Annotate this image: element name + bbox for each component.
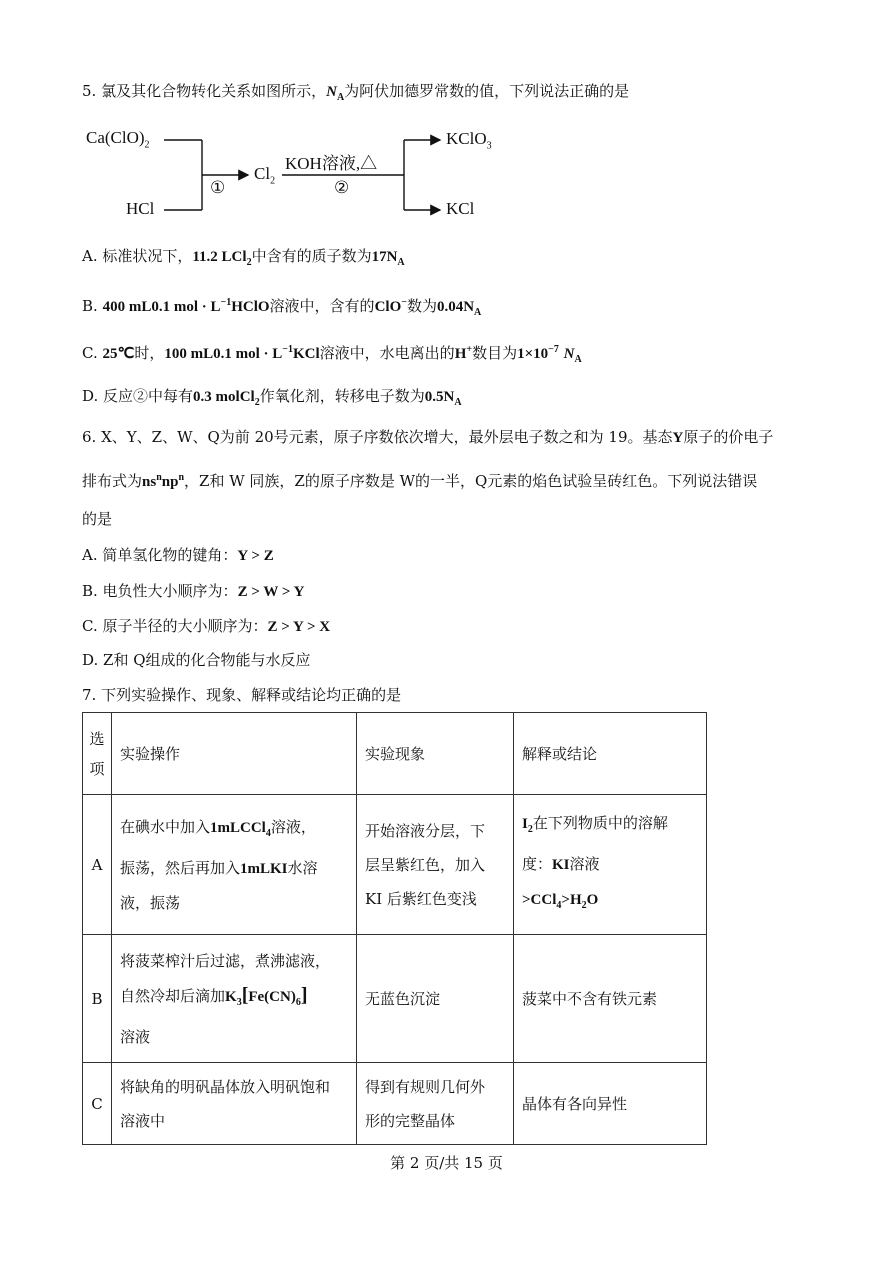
q5-option-a: A. 标准状况下，11.2 LCl$_2$中含有的质子数为$17N_A$ — [82, 247, 405, 268]
condition-label: KOH溶液,△ — [285, 154, 378, 173]
reactant-caclo2: $Ca(ClO)_2$ — [86, 128, 150, 151]
table-row-a — [83, 795, 707, 935]
row-a-option: A — [83, 795, 112, 935]
page-footer: 第 2 页/共 15 页 — [390, 1154, 503, 1172]
row-c-conclusion: 晶体有各向异性 — [514, 1063, 707, 1145]
middle-cl2: $Cl_2$ — [254, 164, 276, 187]
row-b-conclusion: 菠菜中不含有铁元素 — [514, 935, 707, 1063]
product-kcl: KCl — [446, 199, 475, 218]
q6-option-a: A. 简单氢化物的键角：Y > Z — [82, 546, 274, 564]
row-a-operation: 在碘水中加入1mLCCl$_4$溶液， 振荡，然后再加入1mLKI水溶 液，振荡 — [112, 795, 357, 935]
row-a-phenomenon: 开始溶液分层，下 层呈紫红色，加入 KI 后紫红色变浅 — [357, 795, 514, 935]
header-operation: 实验操作 — [112, 713, 357, 795]
q5-option-b: B. 400 mL0.1 mol · $L^{-1}HClO$溶液中，含有的ClO−数为$0.04N_A$ — [82, 297, 482, 318]
q6-stem-line2: 排布式为$ns^nnp^n$，Z和 W 同族，Z的原子序数是 W的一半，Q元素的焰色试验呈砖红色。下列说法错误 — [82, 472, 758, 490]
product-kclo3: KClO$_3$ — [446, 129, 492, 152]
q5-option-d: D. 反应②中每有0.3 molCl$_2$作氧化剂，转移电子数为$0.5N_A$ — [82, 387, 462, 408]
row-c-phenomenon: 得到有规则几何外 形的完整晶体 — [357, 1063, 514, 1145]
q7-stem: 7. 下列实验操作、现象、解释或结论均正确的是 — [82, 686, 402, 704]
q5-stem: 5. 氯及其化合物转化关系如图所示，$N_A$为阿伏加德罗常数的值，下列说法正确的是 — [82, 82, 630, 103]
q6-option-d: D. Z和 Q组成的化合物能与水反应 — [82, 651, 311, 669]
q6-option-b: B. 电负性大小顺序为：Z > W > Y — [82, 582, 305, 600]
q6-option-c: C. 原子半径的大小顺序为：Z > Y > X — [82, 617, 331, 635]
header-conclusion: 解释或结论 — [514, 713, 707, 795]
step-1-label: ① — [210, 178, 226, 197]
table-row-c — [83, 1063, 707, 1145]
q7-experiment-table — [82, 712, 707, 1145]
q6-stem-line3: 的是 — [82, 510, 113, 528]
header-phenomenon: 实验现象 — [357, 713, 514, 795]
row-b-option: B — [83, 935, 112, 1063]
table-header-row — [83, 713, 707, 795]
q6-stem-line1: 6. X、Y、Z、W、Q为前 20号元素，原子序数依次增大，最外层电子数之和为 19。基态Y原子的价电子 — [82, 428, 774, 446]
q5-conversion-diagram — [82, 118, 522, 230]
row-c-operation: 将缺角的明矾晶体放入明矾饱和 溶液中 — [112, 1063, 357, 1145]
row-b-operation: 将菠菜榨汁后过滤，煮沸滤液， 自然冷却后滴加$K_3[Fe(CN)_6]$ 溶液 — [112, 935, 357, 1063]
header-option: 选 项 — [83, 713, 112, 795]
q5-option-c: C. 25℃时，100 mL0.1 mol · $L^{-1}KCl$溶液中，水电离出的H+数目为$1\times 10^{-7}$ $N_A$ — [82, 344, 582, 365]
row-a-conclusion: $I_2$在下列物质中的溶解 度：KI溶液 $>CCl_4>H_2O$ — [514, 795, 707, 935]
row-b-phenomenon: 无蓝色沉淀 — [357, 935, 514, 1063]
reactant-hcl: HCl — [126, 199, 155, 218]
step-2-label: ② — [334, 178, 350, 197]
row-c-option: C — [83, 1063, 112, 1145]
table-row-b — [83, 935, 707, 1063]
